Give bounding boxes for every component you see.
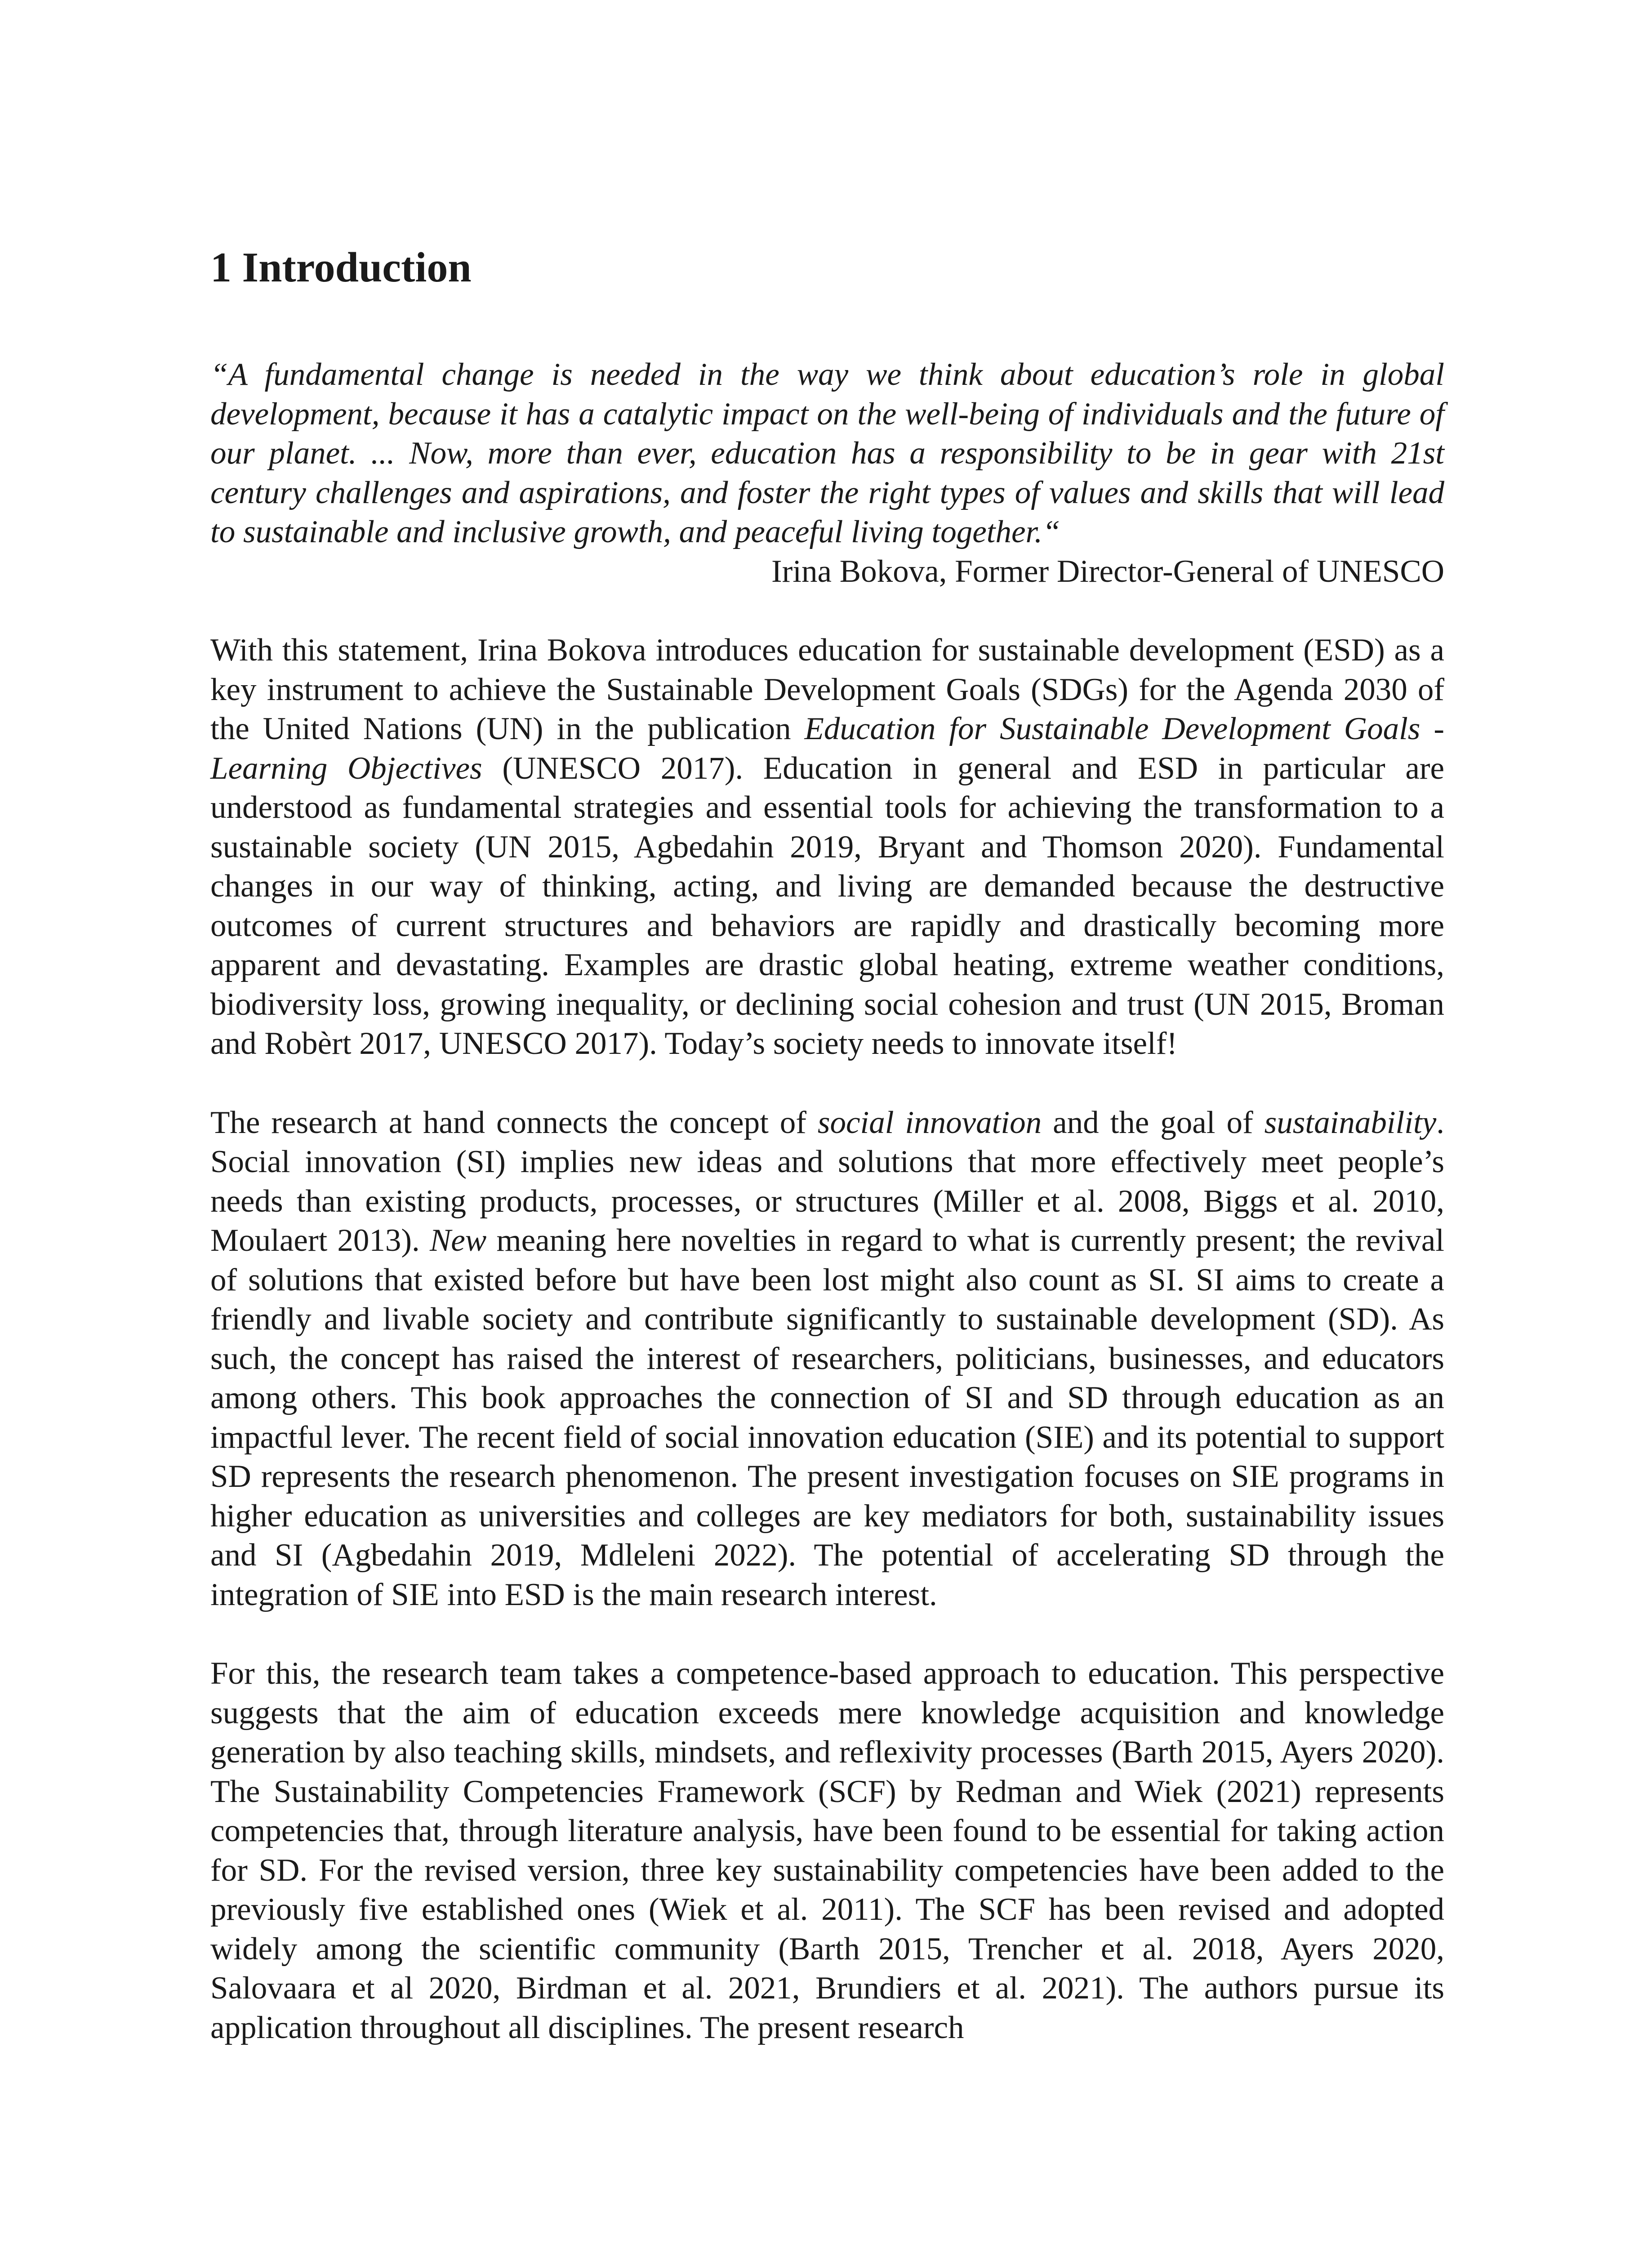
text-run: and the goal of	[1042, 1105, 1265, 1140]
body-text	[210, 355, 1444, 2087]
section-heading: 1 Introduction	[210, 244, 472, 291]
text-run: (UNESCO 2017). Education in general and ESD in particular are understood as fundamental strategies and essential tools for achieving the transformation to a sustainable society (UN 2015, Agbedahin 2019, Bryant and Thomson 2020). Fundamental changes in our way of thinking, acting, and living are demanded because the destructive outcomes of current structures and behaviors are rapidly and drastically becoming more apparent and devastating. Examples are drastic global heating, extreme weather conditions, biodiversity loss, growing inequality, or declining social cohesion and trust (UN 2015, Broman and Robèrt 2017, UNESCO 2017). Today’s society needs to innovate itself!	[210, 750, 1444, 1061]
paragraph-esd	[210, 631, 1444, 1064]
text-run: With this statement, Irina Bokova introduces education for sustainable development (ESD) as a key instrument to achieve the Sustainable Development Goals (SDGs) for the Agenda 2030 of the United Nations (UN) in the publication	[210, 633, 1444, 746]
text-run: meaning here novelties in regard to what is currently present; the revival of solutions that existed before but have been lost might also count as SI. SI aims to create a friendly and livable society and contribute significantly to sustainable development (SD). As such, the concept has raised the interest of researchers, politicians, businesses, and educators among others. This book approaches the connection of SI and SD through education as an impactful lever. The recent field of social innovation education (SIE) and its potential to support SD represents the research phenomenon. The present investigation focuses on SIE programs in higher education as universities and colleges are key mediators for both, sustainability issues and SI (Agbedahin 2019, Mdleleni 2022). The potential of accelerating SD through the integration of SIE into ESD is the main research interest.	[210, 1223, 1444, 1612]
emphasis-term: social innovation	[817, 1105, 1042, 1140]
text-run: . Social innovation (SI) implies new ideas and solutions that more effectively meet people’s needs than existing products, processes, or structures (Miller et al. 2008, Biggs et al. 2010, Moulaert 2013).	[210, 1105, 1444, 1258]
epigraph-quote: “A fundamental change is needed in the way we think about education’s role in global development, because it has a catalytic impact on the well-being of individuals and the future of our planet. ... Now, more than ever, education has a responsibility to be in gear with 21st century challenges and aspirations, and foster the right types of values and skills that will lead to sustainable and inclusive growth, and peaceful living together.“	[210, 357, 1444, 549]
emphasis-term: sustainability	[1264, 1105, 1437, 1140]
paragraph-social-innovation	[210, 1103, 1444, 1615]
emphasis-term: New	[429, 1223, 487, 1258]
book-page	[210, 0, 1444, 2248]
text-run: The research at hand connects the concept of	[210, 1105, 818, 1140]
paragraph-competence-approach: For this, the research team takes a competence-based approach to education. This perspective suggests that the aim of education exceeds mere knowledge acquisition and knowledge generation by also teaching skills, mindsets, and reflexivity processes (Barth 2015, Ayers 2020). The Sustainability Competencies Framework (SCF) by Redman and Wiek (2021) represents competencies that, through literature analysis, have been found to be essential for taking action for SD. For the revised version, three key sustainability competencies have been added to the previously five established ones (Wiek et al. 2011). The SCF has been revised and adopted widely among the scientific community (Barth 2015, Trencher et al. 2018, Ayers 2020, Salovaara et al 2020, Birdman et al. 2021, Brundiers et al. 2021). The authors pursue its application throughout all disciplines. The present research	[210, 1656, 1444, 2045]
publication-title: Education for Sustainable Development Goals - Learning Objectives	[210, 711, 1444, 786]
epigraph-attribution: Irina Bokova, Former Director-General of UNESCO	[771, 553, 1444, 589]
